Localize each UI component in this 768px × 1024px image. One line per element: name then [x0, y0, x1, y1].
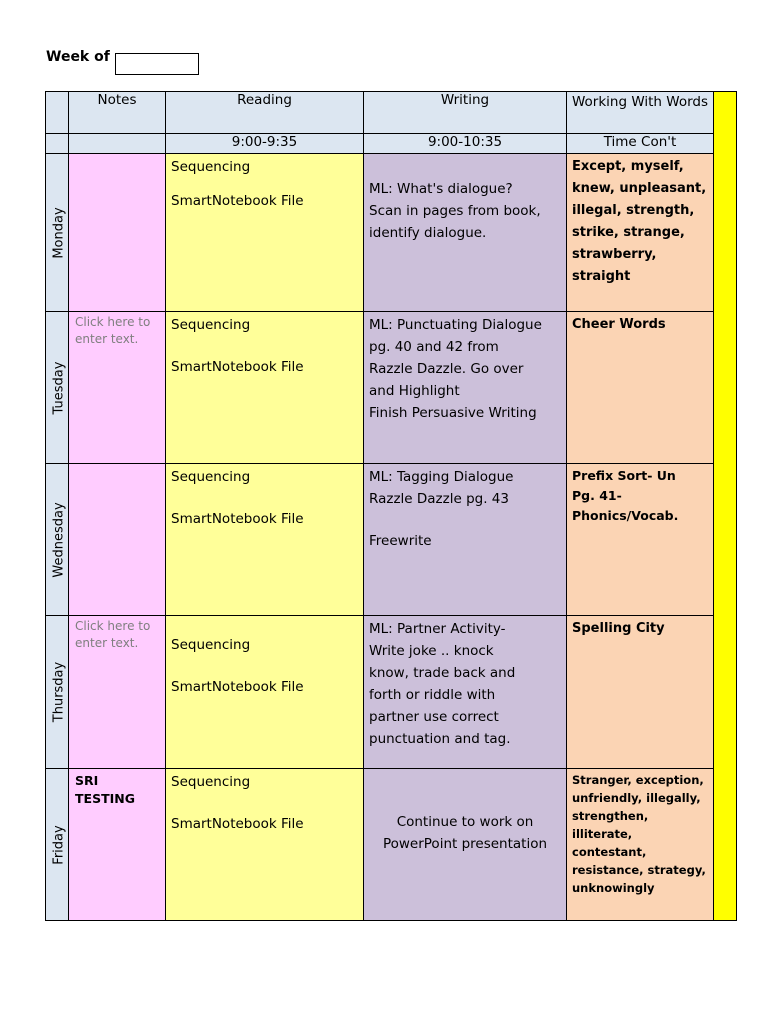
writing-line: know, trade back and [369, 665, 516, 681]
words-line: unfriendly, illegally, [572, 791, 701, 805]
words-line: Pg. 41- [572, 488, 622, 503]
day-cell-monday [46, 154, 69, 312]
words-line: Prefix Sort- Un [572, 468, 676, 483]
words-line: straight [572, 269, 631, 284]
reading-line: SmartNotebook File [171, 679, 304, 695]
writing-line: Razzle Dazzle. Go over [369, 361, 524, 377]
writing-line: Finish Persuasive Writing [369, 405, 537, 421]
writing-line: Freewrite [369, 533, 432, 549]
writing-line: Continue to work on [396, 814, 534, 830]
reading-line: Sequencing [171, 774, 251, 790]
reading-cell[interactable] [166, 769, 364, 921]
notes-cell[interactable] [69, 464, 166, 616]
reading-line: Sequencing [171, 317, 251, 333]
reading-header: Reading [166, 92, 364, 134]
writing-line: identify dialogue. [369, 225, 487, 241]
day-cell-friday [46, 769, 69, 921]
writing-header: Writing [364, 92, 567, 134]
words-line: illiterate, contestant, [572, 827, 647, 859]
writing-cell[interactable] [364, 616, 567, 769]
reading-cell[interactable] [166, 312, 364, 464]
writing-line: ML: Partner Activity- [369, 621, 506, 637]
sri-testing-note: SRI TESTING [75, 773, 135, 806]
reading-line: SmartNotebook File [171, 816, 304, 832]
header-row [46, 92, 737, 134]
writing-line: Write joke .. knock [369, 643, 494, 659]
words-line: illegal, strength, [572, 203, 695, 218]
words-line: strengthen, [572, 809, 649, 823]
lesson-plan-table [45, 91, 737, 921]
words-cell[interactable] [567, 769, 714, 921]
notes-cell[interactable] [69, 154, 166, 312]
words-line: strawberry, [572, 247, 657, 262]
writing-line: punctuation and tag. [369, 731, 511, 747]
reading-line: Sequencing [171, 637, 251, 653]
yellow-strip [714, 92, 737, 921]
day-label: Wednesday [51, 501, 67, 578]
notes-header: Notes [69, 92, 166, 134]
reading-line: SmartNotebook File [171, 359, 304, 375]
day-row-monday [46, 154, 737, 312]
writing-cell[interactable] [364, 154, 567, 312]
notes-cell[interactable] [69, 616, 166, 769]
writing-line: ML: Punctuating Dialogue [369, 317, 542, 333]
reading-time: 9:00-9:35 [166, 134, 364, 154]
week-of-input[interactable] [115, 53, 199, 75]
writing-line: PowerPoint presentation [382, 836, 548, 852]
notes-placeholder[interactable]: Click here to enter text. [75, 619, 151, 650]
day-label: Monday [51, 206, 67, 259]
day-cell-thursday [46, 616, 69, 769]
day-cell-wednesday [46, 464, 69, 616]
writing-cell[interactable] [364, 769, 567, 921]
words-line: Stranger, exception, [572, 773, 704, 787]
week-of-label: Week of [46, 49, 110, 65]
notes-placeholder[interactable]: Click here to enter text. [75, 315, 151, 346]
writing-line: partner use correct [369, 709, 499, 725]
writing-line: Scan in pages from book, [369, 203, 541, 219]
words-cell[interactable] [567, 312, 714, 464]
writing-line: ML: What's dialogue? [369, 181, 513, 197]
words-line: Cheer Words [572, 317, 666, 332]
writing-cell[interactable] [364, 312, 567, 464]
words-line: Phonics/Vocab. [572, 508, 679, 523]
day-row-wednesday [46, 464, 737, 616]
words-line: Except, myself, [572, 159, 684, 174]
day-row-friday [46, 769, 737, 921]
words-time: Time Con't [567, 134, 714, 154]
words-line: knew, unpleasant, [572, 181, 707, 196]
day-row-thursday [46, 616, 737, 769]
words-cell[interactable] [567, 154, 714, 312]
reading-line: SmartNotebook File [171, 511, 304, 527]
working-with-words-header: Working With Words [567, 92, 714, 134]
day-label: Thursday [51, 661, 67, 723]
reading-cell[interactable] [166, 616, 364, 769]
writing-line: pg. 40 and 42 from [369, 339, 499, 355]
writing-line: ML: Tagging Dialogue [369, 469, 514, 485]
words-cell[interactable] [567, 616, 714, 769]
writing-line: and Highlight [369, 383, 460, 399]
writing-time: 9:00-10:35 [364, 134, 567, 154]
words-line: resistance, strategy, [572, 863, 706, 877]
reading-cell[interactable] [166, 464, 364, 616]
writing-line: Razzle Dazzle pg. 43 [369, 491, 509, 507]
day-cell-tuesday [46, 312, 69, 464]
writing-cell[interactable] [364, 464, 567, 616]
words-cell[interactable] [567, 464, 714, 616]
time-notes-cell [69, 134, 166, 154]
words-line: strike, strange, [572, 225, 685, 240]
notes-cell[interactable] [69, 312, 166, 464]
reading-line: Sequencing [171, 469, 251, 485]
reading-line: Sequencing [171, 159, 251, 175]
reading-line: SmartNotebook File [171, 193, 304, 209]
time-day-cell [46, 134, 69, 154]
notes-cell[interactable] [69, 769, 166, 921]
reading-cell[interactable] [166, 154, 364, 312]
day-label: Friday [51, 824, 67, 865]
words-line: unknowingly [572, 881, 655, 895]
day-row-tuesday [46, 312, 737, 464]
time-row [46, 134, 737, 154]
day-header-cell [46, 92, 69, 134]
writing-line: forth or riddle with [369, 687, 496, 703]
words-line: Spelling City [572, 621, 665, 636]
day-label: Tuesday [51, 361, 67, 414]
